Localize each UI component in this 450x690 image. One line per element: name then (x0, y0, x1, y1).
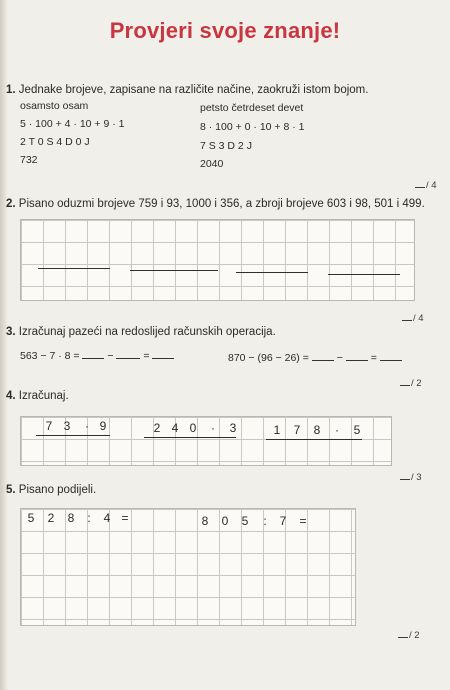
q3-expr-2: 870 − (96 − 26) = (228, 352, 309, 364)
q1-left-4[interactable]: 732 (20, 154, 38, 166)
q5-text: Pisano podijeli. (18, 484, 97, 496)
q2-line-1 (38, 268, 110, 269)
q5-d1-equals: = (121, 511, 129, 525)
q3-score[interactable]: / 2 (400, 378, 422, 389)
q2-line-4 (328, 274, 400, 275)
q1-score[interactable]: / 4 (415, 180, 437, 191)
q5-d2-equals: = (299, 514, 307, 528)
q4-m2-digit: 4 (171, 421, 179, 435)
q3-expr-1: 563 − 7 · 8 = (20, 350, 80, 362)
q3-number: 3. (6, 326, 16, 338)
q4-m1-digit: 9 (99, 419, 107, 433)
q4-m1-op: · (85, 419, 89, 433)
q4-m1-digit: 7 (45, 419, 53, 433)
q1-right-1[interactable]: petsto četrdeset devet (200, 102, 304, 114)
q4-m3-digit: 8 (313, 423, 321, 437)
q3-blank-2a[interactable] (312, 360, 334, 361)
q3-task-2[interactable]: 870 − (96 − 26) = − = (228, 352, 402, 364)
q3-blank-1b[interactable] (116, 358, 140, 359)
q1-left-2[interactable]: 5 · 100 + 4 · 10 + 9 · 1 (20, 118, 125, 130)
q5-d2-digit: 5 (241, 514, 249, 528)
question-5 (6, 484, 96, 496)
q3-blank-2c[interactable] (380, 360, 402, 361)
q4-number: 4. (6, 390, 16, 402)
q1-right-4[interactable]: 2040 (200, 158, 224, 170)
q5-d1-digit: 8 (67, 511, 75, 525)
q4-score[interactable]: / 3 (400, 472, 422, 483)
q4-m2-digit: 3 (229, 421, 237, 435)
q2-line-3 (236, 272, 308, 273)
q4-m2-line (144, 437, 236, 438)
question-2 (6, 198, 425, 210)
question-4 (6, 390, 69, 402)
q4-m2-digit: 2 (153, 421, 161, 435)
q5-d1-digit: 4 (103, 511, 111, 525)
q3-blank-1c[interactable] (152, 358, 174, 359)
q4-m1-line (36, 435, 110, 436)
q5-d2-digit: 8 (201, 514, 209, 528)
q5-d1-digit: 5 (27, 511, 35, 525)
q2-number: 2. (6, 198, 16, 210)
q4-m2-op: · (211, 421, 215, 435)
page-binding-shadow (0, 0, 8, 690)
q3-text: Izračunaj pazeći na redoslijed računskih operacija. (18, 326, 276, 338)
q1-number: 1. (6, 84, 16, 96)
q1-text: Jednake brojeve, zapisane na različite načine, zaokruži istom bojom. (18, 84, 369, 96)
q4-m3-digit: 5 (353, 423, 361, 437)
q2-score[interactable]: / 4 (402, 313, 424, 324)
q1-left-3[interactable]: 2 T 0 S 4 D 0 J (20, 136, 90, 148)
q3-blank-1a[interactable] (82, 358, 104, 359)
q4-m3-op: · (335, 423, 339, 437)
q2-text: Pisano oduzmi brojeve 759 i 93, 1000 i 356, a zbroji brojeve 603 i 98, 501 i 499. (18, 198, 425, 210)
q1-right-2[interactable]: 8 · 100 + 0 · 10 + 8 · 1 (200, 121, 305, 133)
q4-text: Izračunaj. (18, 390, 69, 402)
page-title: Provjeri svoje znanje! (109, 18, 341, 43)
q1-left-1[interactable]: osamsto osam (20, 100, 89, 112)
q5-score[interactable]: / 2 (398, 630, 420, 641)
q5-number: 5. (6, 484, 16, 496)
q5-d2-op: : (263, 514, 267, 528)
q4-m3-digit: 1 (273, 423, 281, 437)
q3-task-1[interactable]: 563 − 7 · 8 = − = (20, 350, 174, 362)
q5-d2-digit: 0 (221, 514, 229, 528)
question-1 (6, 84, 368, 96)
question-3 (6, 326, 276, 338)
q5-d1-digit: 2 (47, 511, 55, 525)
q5-d2-digit: 7 (279, 514, 287, 528)
q4-m3-line (266, 439, 362, 440)
q4-m2-digit: 0 (189, 421, 197, 435)
q2-grid[interactable] (20, 219, 415, 301)
q4-m1-digit: 3 (63, 419, 71, 433)
q5-d1-op: : (87, 511, 91, 525)
q4-m3-digit: 7 (293, 423, 301, 437)
q1-right-3[interactable]: 7 S 3 D 2 J (200, 140, 252, 152)
q3-blank-2b[interactable] (346, 360, 368, 361)
q2-line-2 (130, 270, 218, 271)
